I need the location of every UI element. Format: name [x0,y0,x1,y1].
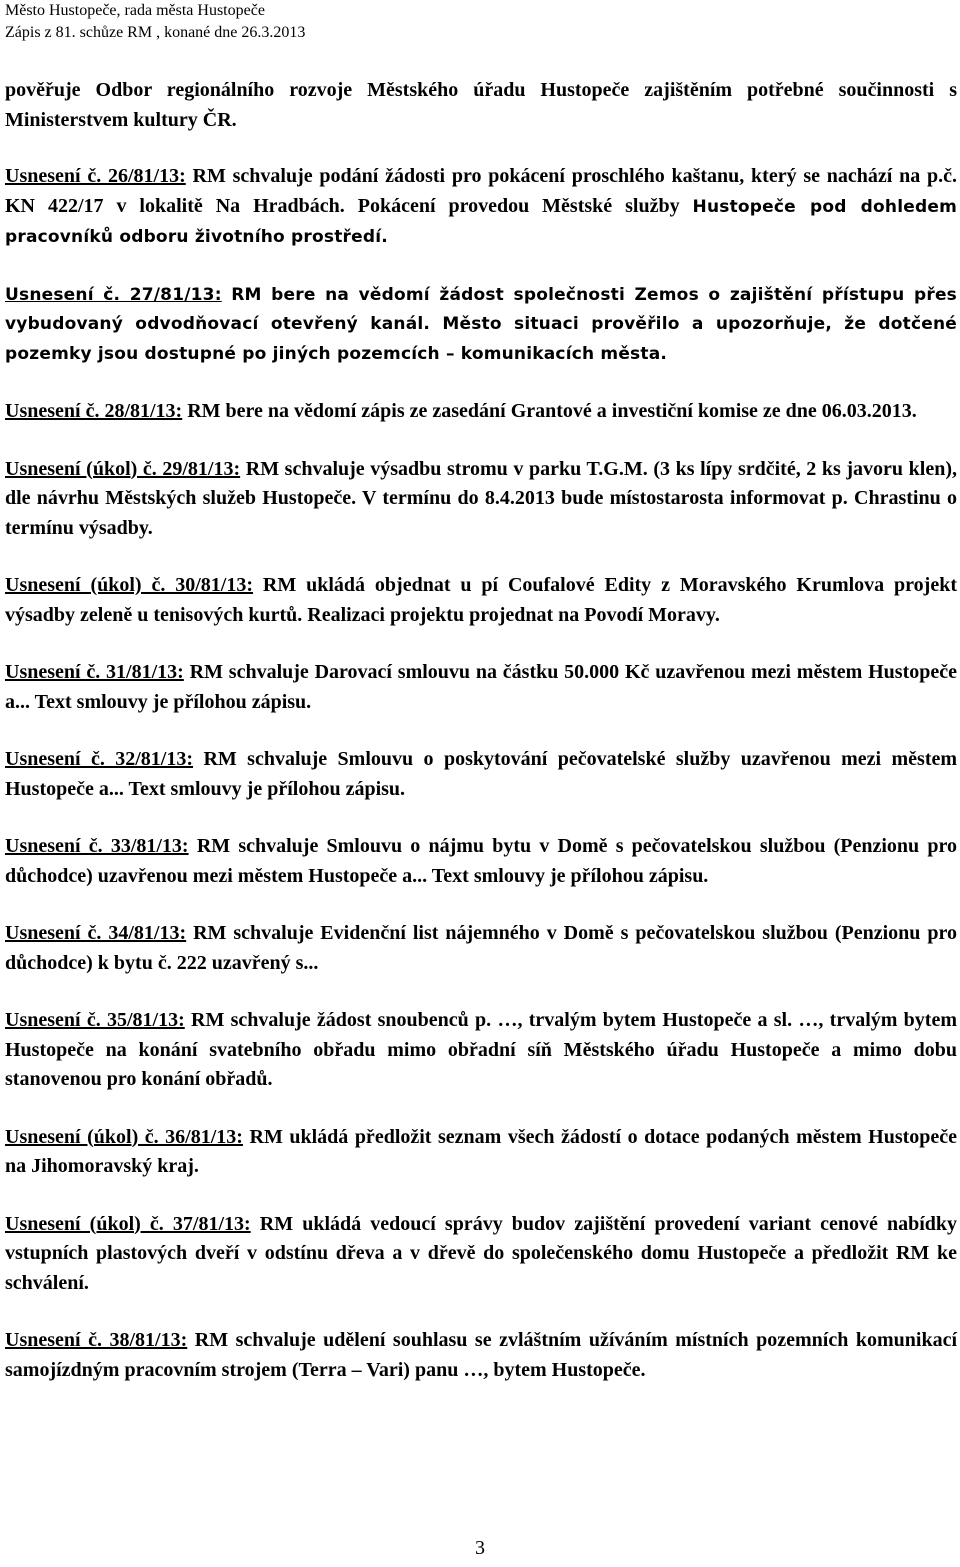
resolution-text-continued: Hustopeče pod dohledem pracovníků odboru životního prostředí. [5,196,957,247]
resolution-ref: Usnesení č. 33/81/13: [5,835,189,857]
resolution-ref: Usnesení (úkol) č. 30/81/13: [5,574,254,596]
resolution-34 [5,919,957,978]
page-number: 3 [475,1537,485,1559]
resolution-ref: Usnesení č. 26/81/13: [5,165,186,187]
resolution-ref: Usnesení č. 38/81/13: [5,1329,188,1351]
resolution-27 [5,281,957,370]
lead-paragraph: pověřuje Odbor regionálního rozvoje Městského úřadu Hustopeče zajištěním potřebné součinnosti s Ministerstvem kultury ČR. [5,79,957,131]
resolution-text: RM schvaluje žádost snoubenců p. …, trvalým bytem Hustopeče a sl. …, trvalým bytem Hustopeče na konání svatebního obřadu mimo obřadní síň Městského úřadu Hustopeče a mimo dobu stanovenou pro konání obřadů. [5,1009,958,1090]
resolution-33 [5,832,957,891]
resolution-ref: Usnesení (úkol) č. 37/81/13: [5,1212,251,1235]
resolution-text: RM bere na vědomí žádost společnosti Zemos o zajištění přístupu přes vybudovaný odvodňovací otevřený kanál. Město situaci prověřilo a upozorňuje, že dotčené pozemky jsou dostupné po jiných pozemcích – komunikacích města. [5,284,957,364]
resolution-ref: Usnesení č. 27/81/13: [5,284,222,305]
resolution-text: RM schvaluje Smlouvu o nájmu bytu v Domě s pečovatelskou službou (Penzionu pro důchodce) uzavřenou mezi městem Hustopeče a... Text smlouvy je přílohou zápisu. [5,835,958,887]
resolution-text: RM ukládá objednat u pí Coufalové Edity z Moravského Krumlova projekt výsadby zeleně u tenisových kurtů. Realizaci projektu projednat na Povodí Moravy. [5,574,958,626]
resolution-ref: Usnesení č. 28/81/13: [5,400,183,422]
resolution-37 [5,1210,957,1299]
header-minutes-title: Zápis z 81. schůze RM , konané dne 26.3.2013 [5,24,306,41]
resolution-35 [5,1006,957,1095]
resolution-text: RM bere na vědomí zápis ze zasedání Grantové a investiční komise ze dne 06.03.2013. [187,400,917,422]
resolution-text: RM schvaluje udělení souhlasu se zvláštním užíváním místních pozemních komunikací samojízdným pracovním strojem (Terra – Vari) panu …, bytem Hustopeče. [5,1329,958,1381]
resolution-text: RM schvaluje Evidenční list nájemného v Domě s pečovatelskou službou (Penzionu pro důchodce) k bytu č. 222 uzavřený s... [5,922,957,974]
resolution-text: RM ukládá vedoucí správy budov zajištění provedení variant cenové nabídky vstupních plastových dveří v odstínu dřeva a v dřevě do společenského domu Hustopeče a předložit RM ke schválení. [5,1212,958,1294]
resolution-29 [5,455,957,544]
resolution-ref: Usnesení č. 34/81/13: [5,922,187,944]
resolution-26 [5,162,957,253]
resolution-38 [5,1326,957,1385]
document-header [5,0,305,44]
resolution-36 [5,1123,957,1182]
resolution-32 [5,745,957,804]
resolution-text: RM schvaluje výsadbu stromu v parku T.G.M. (3 ks lípy srdčité, 2 ks javoru klen), dle návrhu Městských služeb Hustopeče. V termínu do 8.4.2013 bude místostarosta informovat p. Chrastinu o termínu výsadby. [5,457,957,539]
resolution-text: RM ukládá předložit seznam všech žádostí o dotace podaných městem Hustopeče na Jihomoravský kraj. [5,1125,958,1177]
resolution-30 [5,571,957,630]
header-organization: Město Hustopeče, rada města Hustopeče [5,2,265,19]
document-body [5,76,957,1413]
resolution-text: RM schvaluje Darovací smlouvu na částku 50.000 Kč uzavřenou mezi městem Hustopeče a... Text smlouvy je přílohou zápisu. [5,661,958,713]
resolution-ref: Usnesení č. 31/81/13: [5,661,184,683]
resolution-ref: Usnesení č. 32/81/13: [5,748,194,770]
resolution-ref: Usnesení (úkol) č. 29/81/13: [5,457,241,480]
resolution-28 [5,397,957,427]
resolution-31 [5,658,957,717]
resolution-ref: Usnesení (úkol) č. 36/81/13: [5,1125,243,1148]
resolution-text: RM schvaluje podání žádosti pro pokácení proschlého kaštanu, který se nachází na p.č. KN 422/17 v lokalitě Na Hradbách. Pokácení provedou Městské služby [5,165,958,217]
resolution-ref: Usnesení č. 35/81/13: [5,1009,185,1031]
resolution-text: RM schvaluje Smlouvu o poskytování pečovatelské služby uzavřenou mezi městem Hustopeče a... Text smlouvy je přílohou zápisu. [5,748,958,800]
